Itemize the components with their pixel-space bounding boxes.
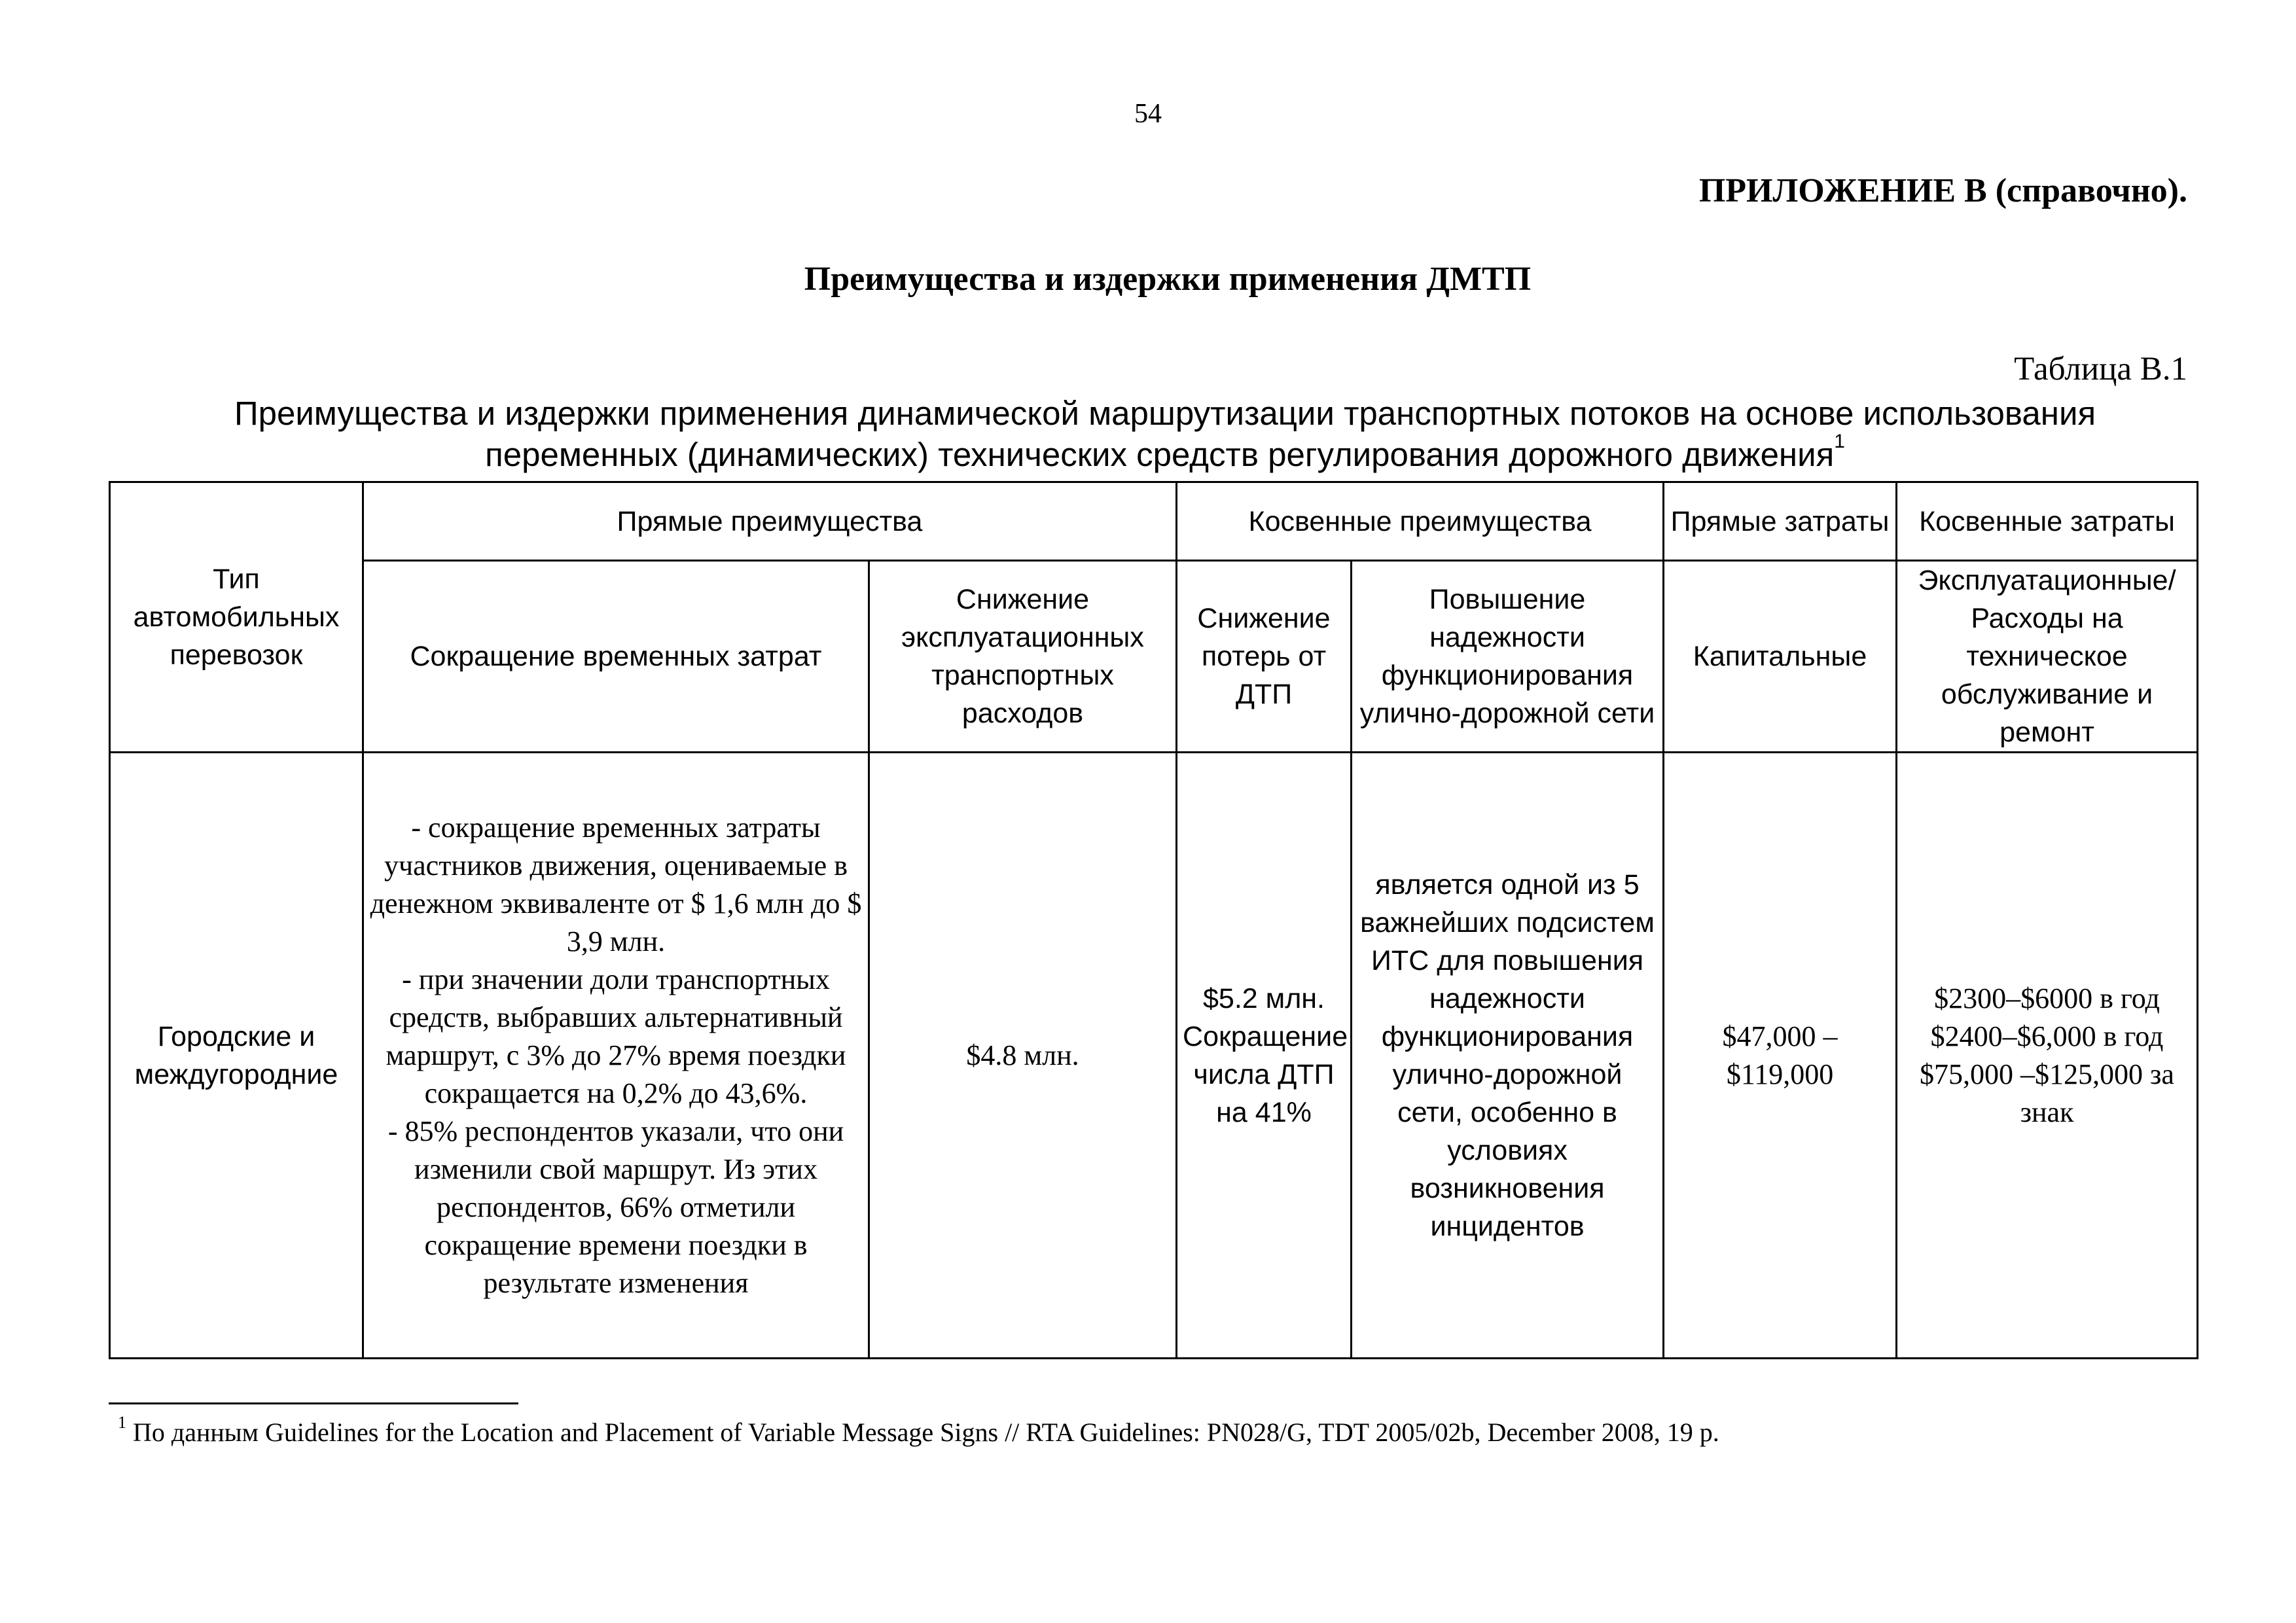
cell-maintenance	[1897, 753, 2198, 1359]
footnote-text: По данным Guidelines for the Location and Placement of Variable Message Signs // RTA Guidelines: PN028/G, TDT 2005/02b, December 2008, 19 р.	[126, 1418, 1719, 1447]
header-accident-losses: Снижение потерь от ДТП	[1177, 561, 1352, 753]
cell-network-reliability: является одной из 5 важнейших подсистем ИТС для повышения надежности функционирования улично-дорожной сети, особенно в условиях возникновения инцидентов	[1352, 753, 1664, 1359]
table-caption-line-2	[105, 431, 2225, 475]
footnote-mark: 1	[118, 1413, 126, 1432]
maintenance-line-2: $2400–$6,000 в год	[1930, 1020, 2164, 1052]
header-direct-benefits: Прямые преимущества	[363, 482, 1177, 561]
header-time-savings: Сокращение временных затрат	[363, 561, 869, 753]
header-row-groups	[110, 482, 2198, 561]
header-indirect-benefits: Косвенные преимущества	[1177, 482, 1664, 561]
header-operating-costs: Снижение эксплуатационных транспортных расходов	[869, 561, 1177, 753]
time-bullet-2: - при значении доли транспортных средств, выбравших альтернативный маршрут, с 3% до 27% время поездки сокращается на 0,2% до 43,6%.	[386, 963, 846, 1109]
time-bullet-1: - сокращение временных затраты участников движения, оцениваемые в денежном эквиваленте от $ 1,6 млн до $ 3,9 млн.	[370, 811, 862, 957]
header-row-subcolumns	[110, 561, 2198, 753]
appendix-heading: ПРИЛОЖЕНИЕ В (справочно).	[1698, 172, 2187, 209]
cell-capital: $47,000 – $119,000	[1664, 753, 1897, 1359]
header-direct-costs: Прямые затраты	[1664, 482, 1897, 561]
maintenance-line-1: $2300–$6000 в год	[1934, 982, 2160, 1014]
table-caption-line-2-text: переменных (динамических) технических средств регулирования дорожного движения	[485, 436, 1835, 473]
table-caption	[105, 393, 2225, 475]
table-row	[110, 753, 2198, 1359]
header-capital: Капитальные	[1664, 561, 1897, 753]
header-indirect-costs: Косвенные затраты	[1897, 482, 2198, 561]
cell-accident-losses: $5.2 млн. Сокращение числа ДТП на 41%	[1177, 753, 1352, 1359]
cell-time-savings	[363, 753, 869, 1359]
cell-transport-type: Городские и междугородние	[110, 753, 363, 1359]
time-bullet-3: - 85% респондентов указали, что они изменили свой маршрут. Из этих респондентов, 66% отметили сокращение времени поездки в результате изменения	[387, 1115, 844, 1299]
table-number: Таблица В.1	[2014, 351, 2187, 387]
section-title: Преимущества и издержки применения ДМТП	[804, 260, 1532, 298]
benefits-costs-table	[109, 481, 2198, 1359]
table-caption-line-1: Преимущества и издержки применения динамической маршрутизации транспортных потоков на основе использования	[234, 395, 2096, 432]
header-transport-type: Тип автомобильных перевозок	[110, 482, 363, 753]
caption-footnote-mark: 1	[1834, 431, 1845, 452]
page-number: 54	[1134, 99, 1162, 129]
maintenance-line-3: $75,000 –$125,000 за знак	[1920, 1058, 2174, 1128]
header-maintenance: Эксплуатационные/ Расходы на техническое обслуживание и ремонт	[1897, 561, 2198, 753]
footnote-separator	[109, 1402, 518, 1404]
footnote	[118, 1413, 1719, 1448]
header-network-reliability: Повышение надежности функционирования улично-дорожной сети	[1352, 561, 1664, 753]
cell-operating-costs: $4.8 млн.	[869, 753, 1177, 1359]
